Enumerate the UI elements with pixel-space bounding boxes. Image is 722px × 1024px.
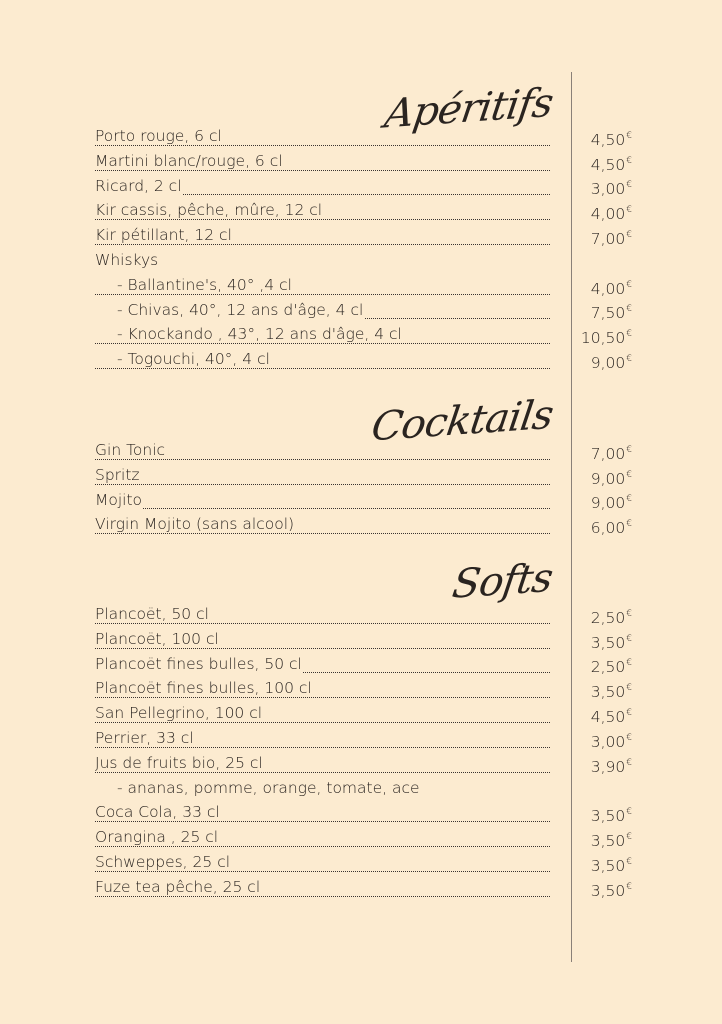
menu-item-name: Kir cassis, pêche, mûre, 12 cl xyxy=(95,201,323,220)
menu-item-name: Fuze tea pêche, 25 cl xyxy=(95,877,261,896)
menu-item xyxy=(95,779,640,804)
menu-item-price: 9,00€ xyxy=(590,494,632,513)
menu-item-price: 7,00€ xyxy=(590,444,632,463)
menu-item xyxy=(95,630,640,655)
menu-item xyxy=(95,251,640,276)
menu-item-price: 7,50€ xyxy=(590,304,632,323)
euro-symbol: € xyxy=(626,494,632,505)
euro-symbol: € xyxy=(626,831,632,842)
menu-item xyxy=(95,729,640,754)
menu-item-name: Plancoët fines bulles, 50 cl xyxy=(95,654,302,673)
euro-symbol: € xyxy=(626,304,632,315)
menu-item xyxy=(95,853,640,878)
euro-symbol: € xyxy=(626,229,632,240)
menu-item xyxy=(95,491,640,516)
menu-item-price: 4,50€ xyxy=(590,130,632,149)
menu-item-name: Whiskys xyxy=(95,250,159,269)
menu-item-price: 3,50€ xyxy=(590,683,632,702)
menu-item-name: Coca Cola, 33 cl xyxy=(95,803,220,822)
dot-leader xyxy=(95,508,550,509)
euro-symbol: € xyxy=(626,519,632,530)
menu-item-name: Martini blanc/rouge, 6 cl xyxy=(95,151,283,170)
menu-item-price: 3,50€ xyxy=(590,856,632,875)
aperitifs-list xyxy=(95,127,640,375)
menu-item-name: Spritz xyxy=(95,465,140,484)
menu-item-price: 3,50€ xyxy=(590,831,632,850)
euro-symbol: € xyxy=(626,757,632,768)
menu-item-name: - Chivas, 40°, 12 ans d'âge, 4 cl xyxy=(95,301,364,319)
menu-item-name: - Knockando , 43°, 12 ans d'âge, 4 cl xyxy=(95,325,403,343)
menu-item-price: 3,50€ xyxy=(590,807,632,826)
menu-item xyxy=(95,655,640,680)
euro-symbol: € xyxy=(626,633,632,644)
menu-item-name: - Ballantine's, 40° ,4 cl xyxy=(95,276,293,294)
section-title-aperitifs: Apéritifs xyxy=(381,80,556,138)
menu-item xyxy=(95,177,640,202)
menu-item xyxy=(95,878,640,903)
euro-symbol: € xyxy=(626,205,632,216)
euro-symbol: € xyxy=(626,658,632,669)
menu-item xyxy=(95,515,640,540)
menu-item-price: 6,00€ xyxy=(590,519,632,538)
section-title-softs: Softs xyxy=(449,555,556,608)
menu-item xyxy=(95,679,640,704)
menu-item xyxy=(95,325,640,350)
menu-item xyxy=(95,803,640,828)
menu-item xyxy=(95,704,640,729)
menu-item xyxy=(95,301,640,326)
euro-symbol: € xyxy=(626,856,632,867)
menu-item xyxy=(95,276,640,301)
cocktails-list xyxy=(95,441,640,540)
menu-item-price: 9,00€ xyxy=(590,353,632,372)
menu-item-price: 2,50€ xyxy=(590,608,632,627)
menu-item xyxy=(95,127,640,152)
euro-symbol: € xyxy=(626,353,632,364)
menu-item-name: Gin Tonic xyxy=(95,441,166,459)
menu-item xyxy=(95,226,640,251)
menu-item-name: San Pellegrino, 100 cl xyxy=(95,704,263,723)
menu-item-price: 4,00€ xyxy=(590,205,632,224)
euro-symbol: € xyxy=(626,683,632,694)
menu-item xyxy=(95,201,640,226)
menu-item-name: Plancoët, 100 cl xyxy=(95,629,219,648)
menu-item-price: 3,90€ xyxy=(590,757,632,776)
menu-item-price: 4,50€ xyxy=(590,707,632,726)
menu-item-price: 3,50€ xyxy=(590,633,632,652)
menu-item xyxy=(95,152,640,177)
menu-item-name: Plancoët, 50 cl xyxy=(95,605,209,623)
menu-item-price: 2,50€ xyxy=(590,658,632,677)
section-title-cocktails: Cocktails xyxy=(368,392,556,451)
menu-item-price: 9,00€ xyxy=(590,469,632,488)
menu-item-name: Virgin Mojito (sans alcool) xyxy=(95,515,295,534)
menu-item-name: Perrier, 33 cl xyxy=(95,728,194,747)
euro-symbol: € xyxy=(626,608,632,619)
menu-item xyxy=(95,828,640,853)
menu-item-name: Porto rouge, 6 cl xyxy=(95,127,222,145)
dot-leader xyxy=(95,484,550,485)
menu-item-name: Schweppes, 25 cl xyxy=(95,852,231,871)
menu-item-price: 4,50€ xyxy=(590,155,632,174)
menu-item-price: 4,00€ xyxy=(590,279,632,298)
euro-symbol: € xyxy=(626,881,632,892)
euro-symbol: € xyxy=(626,279,632,290)
menu-item-name: Jus de fruits bio, 25 cl xyxy=(95,753,263,772)
euro-symbol: € xyxy=(626,707,632,718)
menu-item xyxy=(95,754,640,779)
menu-item xyxy=(95,350,640,375)
euro-symbol: € xyxy=(626,469,632,480)
euro-symbol: € xyxy=(626,155,632,166)
menu-item-name: - ananas, pomme, orange, tomate, ace xyxy=(95,779,421,797)
menu-item-price: 3,00€ xyxy=(590,180,632,199)
euro-symbol: € xyxy=(626,732,632,743)
menu-item-price: 3,50€ xyxy=(590,881,632,900)
menu-item-name: Mojito xyxy=(95,490,143,509)
euro-symbol: € xyxy=(626,329,632,340)
euro-symbol: € xyxy=(626,444,632,455)
menu-item-name: Ricard, 2 cl xyxy=(95,176,182,195)
menu-item-name: Orangina , 25 cl xyxy=(95,828,219,847)
menu-item xyxy=(95,466,640,491)
menu-item-price: 10,50€ xyxy=(580,329,632,348)
euro-symbol: € xyxy=(626,130,632,141)
menu-item-name: - Togouchi, 40°, 4 cl xyxy=(95,350,271,368)
menu-item xyxy=(95,441,640,466)
menu-item-price: 3,00€ xyxy=(590,732,632,751)
euro-symbol: € xyxy=(626,807,632,818)
euro-symbol: € xyxy=(626,180,632,191)
softs-list xyxy=(95,605,640,903)
menu-item-price: 7,00€ xyxy=(590,229,632,248)
menu-item-name: Plancoët fines bulles, 100 cl xyxy=(95,679,312,698)
menu-item xyxy=(95,605,640,630)
menu-item-name: Kir pétillant, 12 cl xyxy=(95,226,232,245)
